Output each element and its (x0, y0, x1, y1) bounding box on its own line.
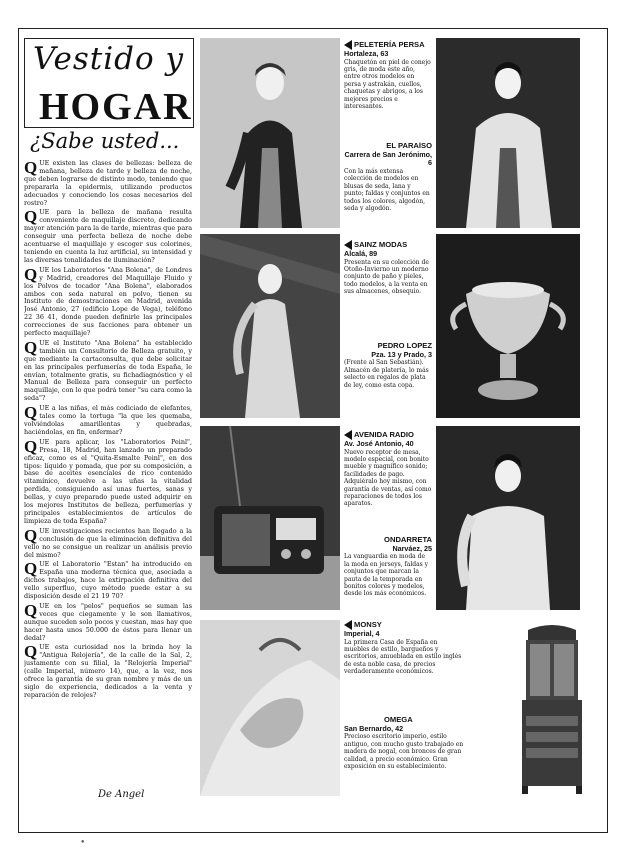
ad-ondarreta (344, 536, 432, 614)
question-paragraph: QUE para aplicar, los "Laboratorios Peinl", Presa, 18, Madrid, han lanzado un preparado eficaz, como es el "Quita-Esmalte Peinl", en dos tipos: líquido y pomada, que por su composición, a base de aceites esenciales de rico contenido vitamínico, devuelve a las uñas la vitalidad perdida, consiguiendo así unas fuertes, sanas y bellas, y cuyo preparado puede usted adquirir en los mejores Institutos de belleza, perfumerías y principales establecimientos de artículos de limpieza de toda España? (24, 436, 192, 525)
ad-address: Av. José Antonio, 40 (344, 439, 414, 448)
ad-name: MONSY (354, 620, 382, 629)
ad-address: Carrera de San Jerónimo, 6 (344, 149, 432, 168)
woman-coat-photo (200, 38, 340, 228)
ad-avenida-radio (344, 430, 432, 532)
ad-name: OMEGA (384, 716, 413, 724)
ad-address: Alcalá, 89 (344, 249, 378, 258)
ad-pedro-lopez (344, 342, 432, 422)
ad-monsy (344, 620, 504, 714)
ad-body: Presenta en su colección de Otoño-Invierno un moderno conjunto de paño y pieles, todo modelos, a la venta en sus almacenes, obsequio. (344, 258, 429, 296)
question-paragraph: QUE investigaciones recientes han llegado a la conclusión de que la eliminación definitiva del vello no se consigue un realizar un análisis previo del mismo? (24, 525, 192, 559)
masthead-script-title: Vestido y (33, 41, 185, 77)
question-paragraph: QUE el Laboratorio "Estan" ha introducido en España una moderna técnica que, asociada a dichos trabajos, hace la extirpación definitiva del vello superfluo, cuyo método puede estar a su disposición desde el 21 19 70? (24, 559, 192, 601)
woman-sweater-photo (436, 426, 580, 610)
ad-name: PEDRO LÓPEZ (377, 342, 432, 350)
masthead (24, 38, 194, 128)
ad-name: EL PARAÍSO (386, 142, 432, 150)
masthead-caps-title: HOGAR (39, 86, 193, 128)
ad-omega (344, 716, 508, 802)
radio-set-photo (200, 426, 340, 610)
ad-name: ONDARRETA (384, 536, 432, 544)
silver-cup-photo (436, 234, 580, 418)
question-paragraph: QUE a las niñas, el más codiciado de elefantes, tales como la tortuga "la que les quemaba, volviéndolas amarillentas y quebradas, haciéndolas, en fin, enfermar? (24, 403, 192, 436)
woman-fur-coat-photo (436, 38, 580, 228)
ad-name: AVENIDA RADIO (354, 430, 414, 439)
ad-name: SAINZ MODAS (354, 240, 408, 249)
ad-address: Imperial, 4 (344, 629, 380, 638)
ad-name: PELETERÍA PERSA (354, 40, 425, 49)
ad-address: Hortaleza, 63 (344, 49, 389, 58)
ad-address: Pza. 13 y Prado, 3 (371, 349, 432, 359)
ad-address: San Bernardo, 42 (344, 723, 404, 733)
ad-body: Nuevo receptor de mesa, modelo especial, con bonito mueble y magnífico sonido; facilidades de pago. Adquiéralo hoy mismo, con garantía de ventas, así como reparaciones de todos los aparatos. (344, 448, 432, 508)
ad-body: (Frente al San Sebastián). Almacén de platería, lo más selecto en regalos de plata de ley, como esta copa. (344, 359, 429, 389)
question-paragraph: QUE para la belleza de mañana resulta conveniente de maquillaje discreto, dedicando mayor atención para la de tarde, mientras que para conseguir una perfecta belleza de noche debe acentuarse el maquillaje y escoger sus colorines, teniendo en cuenta la luz artificial, su intensidad y las diversas tonalidades de iluminación? (24, 207, 192, 264)
ad-el-paraiso (344, 142, 432, 232)
ad-body: La primera Casa de España en muebles de estilo, bargueños y escritorios, amueblada en estilo inglés de esta noble casa, de precios verdaderamente económicos. (344, 638, 462, 676)
ad-peleteria-persa (344, 40, 432, 138)
ad-body: Precioso escritorio imperio, estilo antiguo, con mucho gusto trabajado en madera de nogal, con bronces de gran calidad, a precio económico. Gran exposición en su establecimiento. (344, 733, 464, 771)
question-paragraph: QUE el Instituto "Ana Bolena" ha establecido también un Consultorio de Belleza gratuito, y que mediante la cartaconsulta, que debe solicitar en las principales perfumerías de toda España, le envían, totalmente gratis, su fichadiagnóstico y el Manual de Belleza para conseguir un perfecto maquillaje, con lo que podrá tener "su cara como la seda"? (24, 337, 192, 403)
ad-body: Chaquetón en piel de conejo gris, de moda este año, entre otros modelos en persa y astrakán, cuellos, chaquetas y abrigos, a los mejores precios e interesantes. (344, 58, 431, 111)
author-signature: De Angel (98, 789, 145, 800)
section-subtitle: ¿Sabe usted... (30, 129, 180, 153)
ad-body: La vanguardia en moda de la moda en jerseys, faldas y conjuntos que marcan la pauta de la temporada en bonitos colores y modelos, desde los más económicos. (344, 553, 429, 598)
questions-column (24, 160, 192, 800)
question-paragraph: QUE esta curiosidad nos la brinda hoy la "Antigua Relojería", de la calle de la Sal, 2, justamente con su filial, la "Relojería Imperial" (calle Imperial, número 14), que, a la vez, nos ofrece la garantía de su gran nombre y más de un siglo de experiencia, dedicados a la venta y reparación de relojes? (24, 642, 192, 699)
question-paragraph: QUE en los "pelos" pequeños se suman las veces que ciegamente y le son llamativos, aunque suceden solo pocos y cuestan, mas hay que hacer hasta unos 50.000 de éstos para llenar un dedal? (24, 600, 192, 642)
hands-nails-photo (200, 620, 340, 796)
ad-address: Narváez, 25 (392, 543, 432, 553)
woman-dress-photo (200, 234, 340, 418)
ad-sainz-modas (344, 240, 432, 336)
cabinet-furniture-photo (510, 620, 594, 796)
ad-body: Con la más extensa colección de modelos en blusas de seda, lana y punto; faldas y conjuntos en todos los colores, algodón, seda y algodón. (344, 167, 430, 213)
question-paragraph: QUE los Laboratorios "Ana Bolena", de Londres y Madrid, creadores del Maquillaje Fluido y los Polvos de tocador "Ana Bolena", elaborados ambos con seda natural en polvo, tienen su Instituto de demostraciones en Madrid, avenida José Antonio, 27 (edificio Lope de Vega), teléfono 22 36 41, donde pueden definirle las principales correcciones de sus facciones para obtener un perfecto maquillaje? (24, 264, 192, 338)
footer-marks: • (80, 838, 86, 848)
question-paragraph: QUE existen las clases de bellezas: belleza de mañana, belleza de tarde y belleza de noche, que deben lograrse de distinto modo, teniendo que prepararla la epidermis, utilizando productos adecuados y conociendo los cosas necesarios del rostro? (24, 160, 192, 207)
